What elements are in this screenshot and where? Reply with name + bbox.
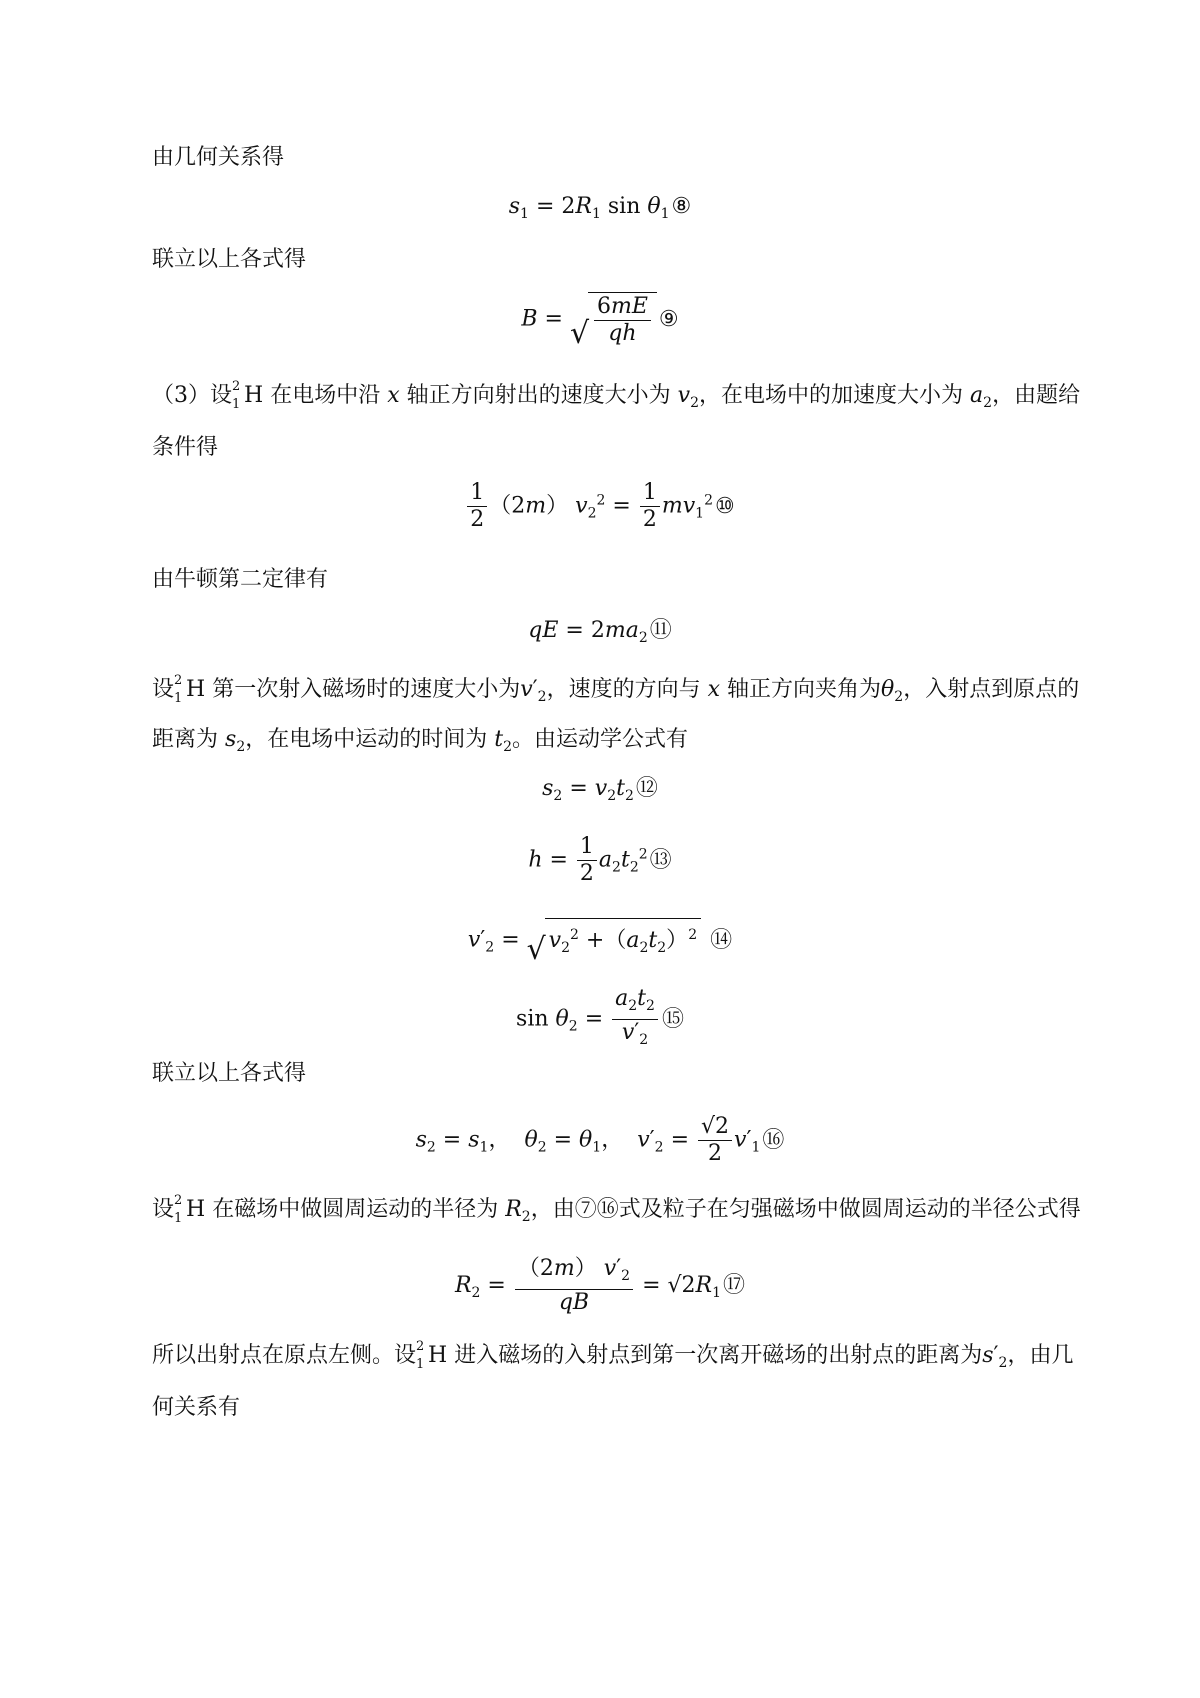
paragraph-part5: 设 2 1 H 在磁场中做圆周运动的半径为 $R_2$，由⑦⑯式及粒子在匀强磁场中做圆周运动的半径公式得 (152, 1193, 1081, 1226)
nuclide-deuterium: 2 1 H (232, 379, 264, 412)
marker-16: ⑯ (762, 1127, 785, 1153)
equation-13: h = $\frac{1}{2}$ $a_2t_2^2⑬$ (528, 834, 672, 886)
p3-text-1: （3）设 (152, 383, 232, 408)
marker-12: ⑫ (635, 776, 658, 801)
equation-15: $\sin \theta_2$ = $\frac{a_2t_2}{v'_2}$ ⑮ (516, 986, 684, 1048)
equation-9: B = √ $\frac{6mE}{qh}$ ⑨ (521, 294, 679, 351)
equation-12: $s_2$ = $v_2t_2⑫$ (542, 776, 658, 804)
marker-9: ⑨ (658, 306, 679, 332)
nuclide-deuterium-4: 2 1 H (416, 1339, 448, 1372)
equation-11: qE = $2ma_2⑪$ (528, 618, 672, 646)
marker-15: ⑮ (661, 1006, 684, 1032)
nuclide-deuterium-3: 2 1 H (174, 1193, 206, 1226)
equation-10: $\frac{1}{2}$ （2m） $v_2^2$ = $\frac{1}{2}$ $mv_1^2⑩$ (0, 480, 1200, 533)
text-newton: 由牛顿第二定律有 (152, 567, 329, 592)
equation-17: $R_2$ = $\frac{(2m) v'_2}{qB}$ = $√2R_1⑰$ (454, 1256, 746, 1315)
paragraph-part6-line2: 何关系有 (152, 1395, 241, 1420)
paragraph-part3-line1: （3）设 2 1 H 在电场中沿 x 轴正方向射出的速度大小为 $v_2$，在电场中的加速度大小为 $a_2$，由题给 (152, 379, 1081, 412)
text-geom-relation: 由几何关系得 (152, 145, 285, 170)
text-combine-1: 联立以上各式得 (152, 247, 307, 272)
paragraph-part3-line2: 条件得 (152, 435, 219, 460)
marker-11: ⑪ (649, 618, 672, 643)
marker-17: ⑰ (723, 1273, 746, 1298)
equation-14: $v'_2$ = √ $v_2^2 +(a_2t_2)^2$ ⑭ (0, 918, 1200, 963)
paragraph-part4-line2: 距离为 $s_2$，在电场中运动的时间为 $t_2$。由运动学公式有 (152, 727, 689, 755)
equation-16: $s_2 = s_1$， $\theta_2 = \theta_1$， $v'_2$ = $\frac{√2}{2}$ $v'_1⑯$ (415, 1114, 785, 1166)
marker-13: ⑬ (649, 847, 672, 873)
marker-8: ⑧ (671, 194, 692, 219)
equation-8: $s_1 = 2R_1$ $\sin \theta_1⑧$ (508, 194, 692, 222)
text-combine-2: 联立以上各式得 (152, 1061, 307, 1086)
marker-10: ⑩ (714, 493, 735, 519)
marker-14: ⑭ (710, 927, 733, 953)
nuclide-deuterium-2: 2 1 H (174, 673, 206, 706)
paragraph-part4-line1: 设 2 1 H 第一次射入磁场时的速度大小为$v'_2$，速度的方向与 x 轴正方向夹角为$\theta_2$，入射点到原点的 (152, 673, 1080, 706)
paragraph-part6-line1: 所以出射点在原点左侧。设 2 1 H 进入磁场的入射点到第一次离开磁场的出射点的距离为$s'_2$，由几 (152, 1339, 1074, 1372)
